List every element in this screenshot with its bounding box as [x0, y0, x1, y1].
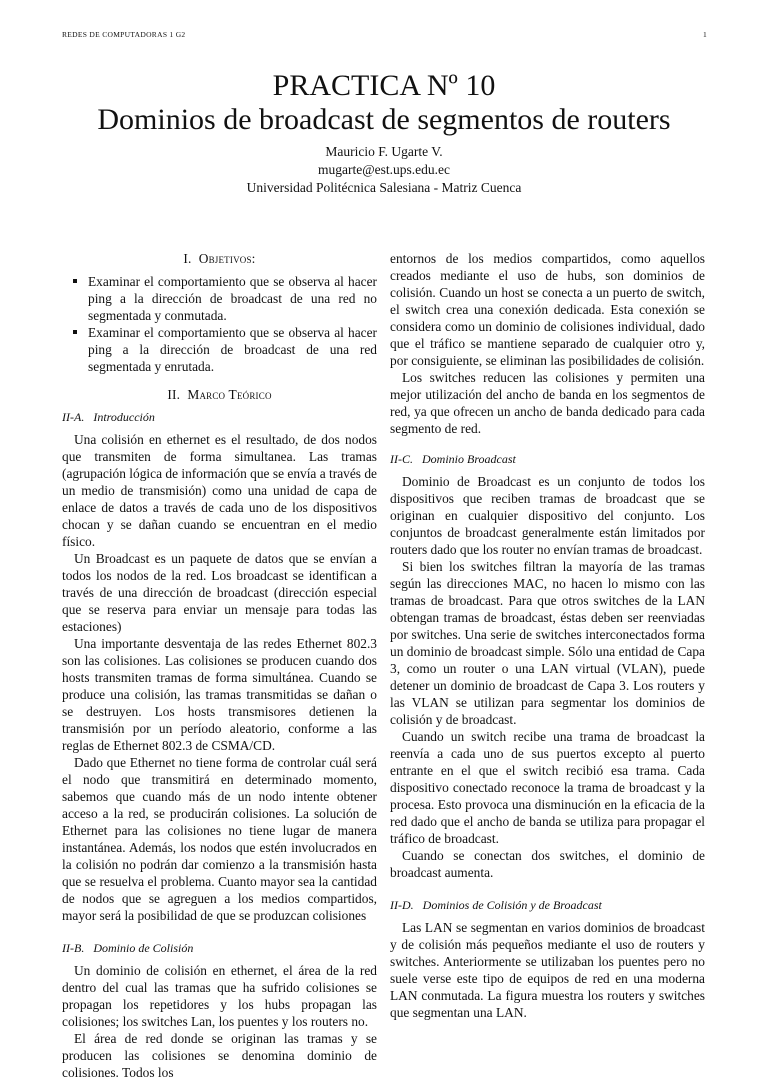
running-head: REDES DE COMPUTADORAS 1 G2 — [62, 30, 186, 39]
author-email: mugarte@est.ups.edu.ec — [317, 162, 450, 177]
paragraph: Los switches reducen las colisiones y permiten una mejor utilización del ancho de banda en los segmentos de red, ya que ofrecen un ancho de banda dedicado para cada segmento de red. — [390, 370, 705, 436]
paragraph: Cuando un switch recibe una trama de broadcast la reenvía a cada uno de sus puertos excepto al puerto entrante en el que el switch recibió esa trama. Cada dispositivo conectado reconoce la trama de broadcast y la procesa. Esto provoca una disminución en la eficacia de la red dado que el ancho de banda se utiliza para propagar el tráfico de broadcast. — [390, 729, 705, 846]
paragraph: entornos de los medios compartidos, como aquellos creados mediante el uso de hubs, son dominios de colisión. Cuando un host se conecta a un puerto de switch, el switch crea una conexión dedicada. Esta conexión se considera como un dominio de colisiones individual, dado que el tráfico se mantiene separado de cualquier otro y, por consiguiente, se eliminan las posibilidades de colisión. — [390, 251, 705, 368]
author-block — [0, 143, 768, 197]
right-column — [390, 250, 705, 1021]
section-number: II. — [167, 387, 181, 402]
subsection-heading-intro: II-A. Introducción — [62, 410, 155, 424]
page-number: 1 — [703, 30, 707, 39]
list-item: Examinar el comportamiento que se observa al hacer ping a la dirección de broadcast de una red no segmentada y conmutada. — [62, 273, 377, 324]
paragraph: Cuando se conectan dos switches, el dominio de broadcast aumenta. — [390, 848, 705, 880]
paragraph: Dado que Ethernet no tiene forma de controlar cuál será el nodo que transmitirá en determinado momento, sabemos que cuando más de un nodo intente obtener acceso a la red, se producirán colisiones. La solución de Ethernet para las colisiones no tiene lugar de manera instantánea. Además, los nodos que estén involucrados en la colisión no podrán dar comienzo a la transmisión hasta que se resuelva el problema. Cuanto mayor sea la cantidad de nodos que se agreguen a los medios compartidos, mayor será la posibilidad de que se produzcan colisiones — [62, 755, 377, 923]
paragraph: Una importante desventaja de las redes Ethernet 802.3 son las colisiones. Las colisiones se producen cuando dos hosts transmiten tramas de forma simultánea. Cuando se produce una colisión, las tramas transmitidas se dañan o se destruyen. Los hosts transmisores detienen la transmisión por un período aleatorio, conforme a las reglas de Ethernet 802.3 de CSMA/CD. — [62, 636, 377, 753]
bullet-icon — [73, 330, 77, 334]
paragraph: Un dominio de colisión en ethernet, el área de la red dentro del cual las tramas que ha sufrido colisiones se propagan los repetidores y los hubs propagan las colisiones; los switches Lan, los puentes y los routers no. — [62, 963, 377, 1029]
list-item: Examinar el comportamiento que se observa al hacer ping a la dirección de broadcast de una red segmentada y enrutada. — [62, 324, 377, 375]
paragraph: Si bien los switches filtran la mayoría de las tramas según las direcciones MAC, no hacen lo mismo con las tramas de broadcast. Para que otros switches de la LAN obtengan tramas de broadcast, éstas deben ser reenviadas por switches. Una serie de switches interconectados forma un dominio de broadcast simple. Sólo una entidad de Capa 3, como un router o una LAN virtual (VLAN), puede detener un dominio de broadcast de Capa 3. Los routers y las VLAN se utilizan para segmentar los dominios de colisión y de broadcast. — [390, 559, 705, 727]
author-name: Mauricio F. Ugarte V. — [325, 144, 443, 159]
subsection-heading-broadcast: II-C. Dominio Broadcast — [390, 452, 516, 466]
left-column — [62, 250, 377, 1081]
author-affiliation: Universidad Politécnica Salesiana - Matriz Cuenca — [246, 180, 522, 195]
paragraph: Un Broadcast es un paquete de datos que se envían a todos los nodos de la red. Los broadcast se identifican a través de una dirección de broadcast (dirección especial que se reserva para enviar un mensaje para todas las estaciones) — [62, 551, 377, 634]
subsection-heading-colision: II-B. Dominio de Colisión — [62, 941, 194, 955]
objectives-list — [62, 273, 377, 375]
subsection-heading-colision-broadcast: II-D. Dominios de Colisión y de Broadcast — [390, 898, 602, 912]
section-title: Marco Teórico — [187, 387, 272, 402]
paper-title-line1: PRACTICA Nº 10 — [272, 69, 496, 102]
paragraph: El área de red donde se originan las tramas y se producen las colisiones se denomina dominio de colisiones. Todos los — [62, 1031, 377, 1080]
section-number: I. — [183, 251, 192, 266]
paragraph: Dominio de Broadcast es un conjunto de todos los dispositivos que reciben tramas de broadcast que se originan en cualquier dispositivo del conjunto. Los conjuntos de broadcast generalmente están limitados por routers dado que los router no envían tramas de broadcast. — [390, 474, 705, 557]
section-title: Objetivos: — [198, 251, 256, 266]
paragraph: Las LAN se segmentan en varios dominios de broadcast y de colisión más pequeños mediante el uso de routers y switches. Anteriormente se utilizaban los puentes pero no suele verse este tipo de equipos de red en una moderna LAN conmutada. La figura muestra los routers y switches que segmentan una LAN. — [390, 920, 705, 1020]
section-heading-objetivos — [62, 250, 377, 267]
bullet-icon — [73, 279, 77, 283]
section-heading-marco — [62, 386, 377, 403]
title-block — [0, 70, 768, 197]
paragraph: Una colisión en ethernet es el resultado, de dos nodos que transmiten de forma simultanea. Las tramas (agrupación lógica de información que se envía a través de un medio de transmisión) como una unidad de capa de enlace de datos a través de cada uno de los dispositivos chocan y se dañan cuando se encuentran en el medio físico. — [62, 432, 377, 549]
paper-title-line2: Dominios de broadcast de segmentos de routers — [97, 103, 671, 136]
